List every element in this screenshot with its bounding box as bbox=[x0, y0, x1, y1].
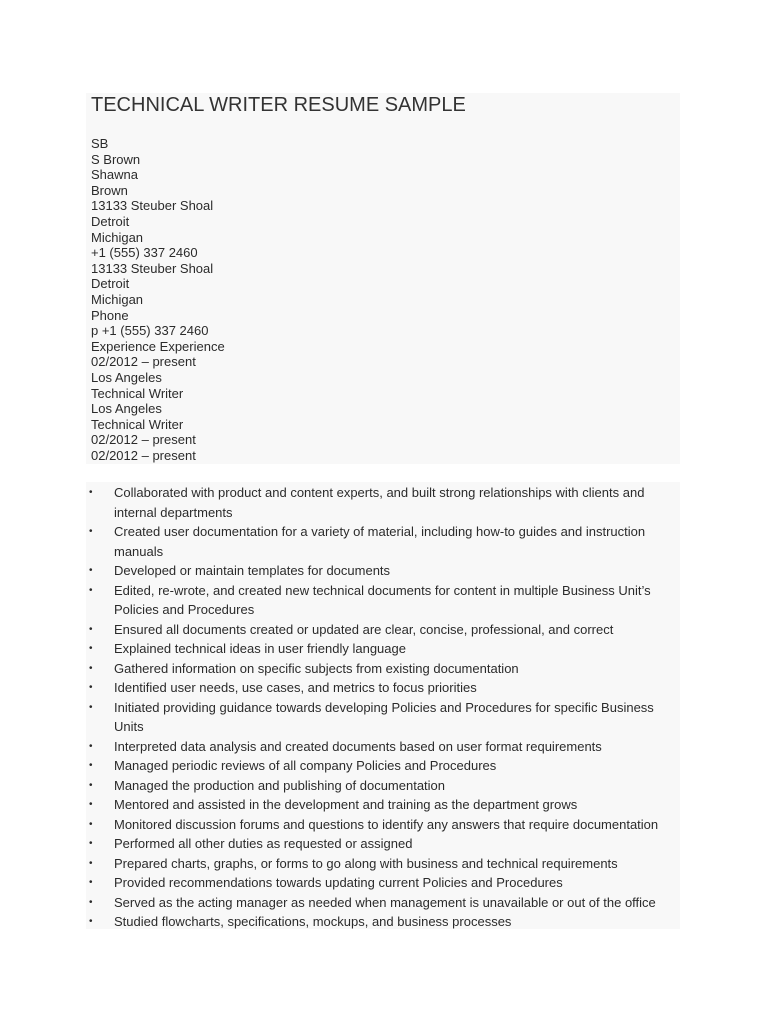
duty-item bbox=[86, 639, 680, 659]
bullet-icon: • bbox=[89, 701, 93, 713]
duty-item bbox=[86, 756, 680, 776]
info-line: SB bbox=[91, 136, 109, 151]
info-line: 02/2012 – present bbox=[91, 354, 196, 370]
duty-text: Developed or maintain templates for documents bbox=[114, 563, 391, 578]
duty-text: Edited, re-wrote, and created new technical documents for content in multiple Business Unit’s Policies and Procedures bbox=[114, 582, 651, 617]
contact-info-list bbox=[91, 136, 225, 463]
duty-item bbox=[86, 873, 680, 893]
bullet-icon: • bbox=[89, 487, 93, 498]
info-line: Phone bbox=[91, 307, 129, 323]
duty-item bbox=[86, 678, 680, 698]
duty-item bbox=[86, 893, 680, 913]
bullet-icon: • bbox=[89, 740, 93, 752]
bullet-icon: • bbox=[89, 643, 93, 654]
duty-text: Mentored and assisted in the development and training as the department grows bbox=[114, 797, 578, 812]
duty-text: Initiated providing guidance towards developing Policies and Procedures for specific Business Units bbox=[114, 699, 654, 734]
bullet-icon: • bbox=[89, 565, 93, 576]
info-line: 13133 Steuber Shoal bbox=[91, 260, 214, 276]
bullet-icon: • bbox=[89, 623, 93, 635]
duty-text: Collaborated with product and content experts, and built strong relationships with clients and internal departments bbox=[114, 485, 645, 520]
info-line: Los Angeles bbox=[91, 401, 162, 417]
duty-item bbox=[86, 912, 680, 932]
info-line: S Brown bbox=[91, 151, 141, 167]
duty-text: Interpreted data analysis and created documents based on user format requirements bbox=[114, 738, 602, 754]
duty-text: Identified user needs, use cases, and metrics to focus priorities bbox=[114, 680, 477, 695]
bullet-icon: • bbox=[89, 760, 93, 771]
bullet-icon: • bbox=[89, 838, 93, 849]
info-line: Detroit bbox=[91, 276, 130, 292]
duty-item bbox=[86, 483, 680, 522]
duties-list bbox=[86, 483, 680, 932]
info-line: Detroit bbox=[91, 213, 130, 229]
duty-item bbox=[86, 698, 680, 737]
info-line: Experience Experience bbox=[91, 338, 225, 354]
info-line: p +1 (555) 337 2460 bbox=[91, 323, 209, 339]
bullet-icon: • bbox=[89, 857, 93, 869]
bullet-icon: • bbox=[89, 682, 93, 693]
bullet-icon: • bbox=[89, 799, 93, 810]
bullet-icon: • bbox=[89, 662, 93, 674]
duty-text: Prepared charts, graphs, or forms to go along with business and technical requirements bbox=[114, 855, 618, 871]
duty-item bbox=[86, 854, 680, 874]
duty-item bbox=[86, 737, 680, 757]
duty-text: Served as the acting manager as needed when management is unavailable or out of the office bbox=[114, 894, 656, 910]
duty-text: Studied flowcharts, specifications, mockups, and business processes bbox=[114, 914, 512, 929]
duty-text: Ensured all documents created or updated are clear, concise, professional, and correct bbox=[114, 621, 614, 637]
info-line: +1 (555) 337 2460 bbox=[91, 245, 198, 261]
bullet-icon: • bbox=[89, 526, 93, 537]
duty-text: Gathered information on specific subjects from existing documentation bbox=[114, 660, 519, 676]
bullet-icon: • bbox=[89, 896, 93, 908]
bullet-icon: • bbox=[89, 779, 93, 791]
info-line: Shawna bbox=[91, 167, 138, 183]
duty-text: Managed periodic reviews of all company Policies and Procedures bbox=[114, 758, 497, 773]
duty-text: Explained technical ideas in user friendly language bbox=[114, 641, 406, 656]
duty-item bbox=[86, 659, 680, 679]
info-line: 02/2012 – present bbox=[91, 432, 196, 448]
info-line: Brown bbox=[91, 182, 128, 198]
duty-item bbox=[86, 522, 680, 561]
duty-item bbox=[86, 795, 680, 815]
duty-item bbox=[86, 834, 680, 854]
info-line: 02/2012 – present bbox=[91, 447, 196, 463]
duty-item bbox=[86, 561, 680, 581]
duty-text: Managed the production and publishing of documentation bbox=[114, 777, 446, 793]
duty-text: Monitored discussion forums and questions to identify any answers that require documentation bbox=[114, 816, 659, 832]
bullet-icon: • bbox=[89, 916, 93, 927]
duty-item bbox=[86, 620, 680, 640]
duty-item bbox=[86, 581, 680, 620]
info-line: Technical Writer bbox=[91, 416, 184, 432]
duty-text: Performed all other duties as requested or assigned bbox=[114, 836, 413, 851]
info-line: Michigan bbox=[91, 291, 144, 307]
duty-item bbox=[86, 776, 680, 796]
info-line: Michigan bbox=[91, 229, 144, 245]
duty-text: Provided recommendations towards updating current Policies and Procedures bbox=[114, 875, 563, 890]
info-line: Technical Writer bbox=[91, 385, 184, 401]
info-line: 13133 Steuber Shoal bbox=[91, 198, 214, 214]
bullet-icon: • bbox=[89, 818, 93, 830]
duty-text: Created user documentation for a variety of material, including how-to guides and instruction manuals bbox=[114, 524, 646, 559]
duty-item bbox=[86, 815, 680, 835]
bullet-icon: • bbox=[89, 877, 93, 888]
bullet-icon: • bbox=[89, 584, 93, 596]
info-line: Los Angeles bbox=[91, 369, 162, 385]
page-title: TECHNICAL WRITER RESUME SAMPLE bbox=[91, 94, 466, 116]
